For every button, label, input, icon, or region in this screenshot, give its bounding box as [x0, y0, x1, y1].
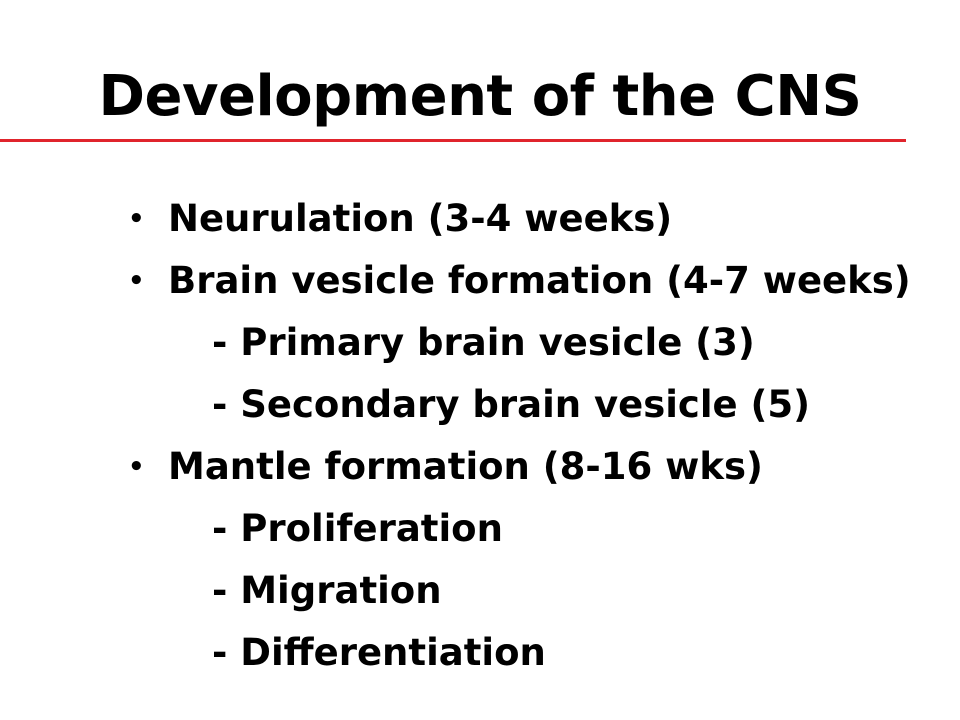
sub-item-proliferation: [126, 498, 946, 560]
sub-item-text: - Proliferation: [212, 507, 503, 550]
bullet-icon: •: [128, 266, 145, 296]
bullet-text: Mantle formation (8-16 wks): [168, 445, 763, 488]
bullet-item-brain-vesicle-formation: [126, 250, 946, 312]
sub-item-secondary-brain-vesicle: [126, 374, 946, 436]
bullet-icon: •: [128, 452, 145, 482]
bullet-text: Brain vesicle formation (4-7 weeks): [168, 259, 911, 302]
sub-item-text: - Differentiation: [212, 631, 546, 674]
bullet-text: Neurulation (3-4 weeks): [168, 197, 673, 240]
sub-item-primary-brain-vesicle: [126, 312, 946, 374]
sub-item-text: - Secondary brain vesicle (5): [212, 383, 811, 426]
sub-item-migration: [126, 560, 946, 622]
sub-item-text: - Primary brain vesicle (3): [212, 321, 755, 364]
bullet-icon: •: [128, 204, 145, 234]
slide-title: Development of the CNS: [98, 64, 862, 129]
sub-item-differentiation: [126, 622, 946, 684]
bullet-list: [126, 188, 946, 684]
sub-item-text: - Migration: [212, 569, 442, 612]
bullet-item-mantle-formation: [126, 436, 946, 498]
bullet-item-neurulation: [126, 188, 946, 250]
title-divider-line: [0, 139, 906, 142]
